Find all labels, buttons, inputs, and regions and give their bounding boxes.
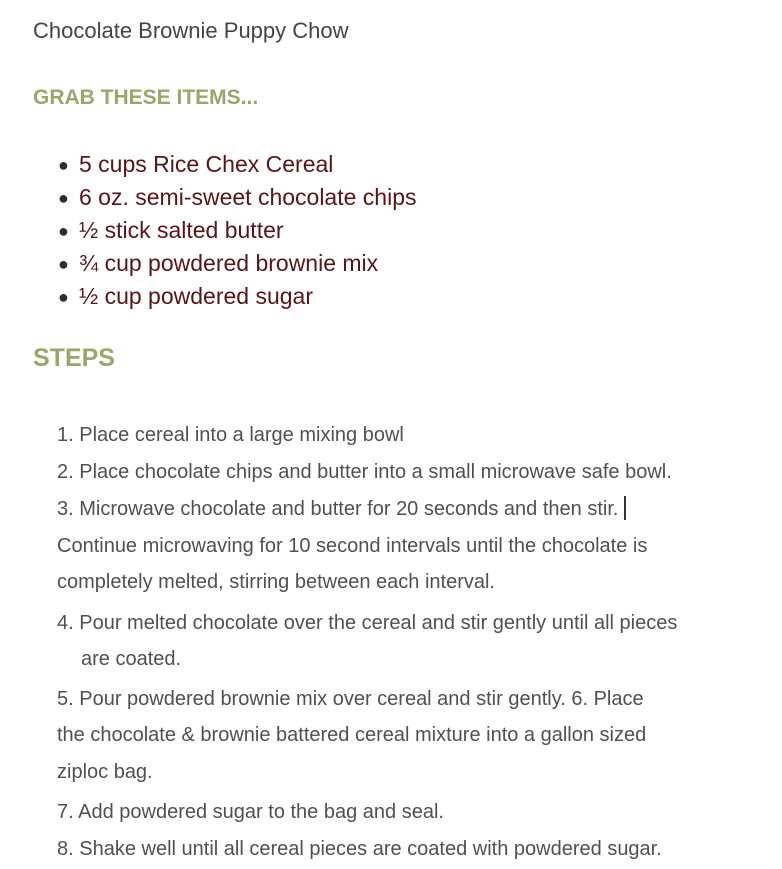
ingredient-text: ¾ cup powdered brownie mix [79,250,379,276]
ingredient-text: 6 oz. semi-sweet chocolate chips [79,184,417,210]
bullet-icon: ● [58,287,69,307]
ingredients-list [58,148,417,313]
ingredient-text: 5 cups Rice Chex Cereal [79,151,334,177]
step-5-line-2: the chocolate & brownie battered cereal mixture into a gallon sized [57,724,647,746]
step-3-line-2: Continue microwaving for 10 second intervals until the chocolate is [57,535,648,557]
bullet-icon: ● [58,221,69,241]
recipe-title: Chocolate Brownie Puppy Chow [33,18,349,43]
bullet-icon: ● [58,188,69,208]
text-cursor [624,496,626,520]
bullet-icon: ● [58,155,69,175]
ingredient-item [58,181,417,214]
ingredient-text: ½ stick salted butter [79,217,284,243]
ingredient-item [58,247,417,280]
ingredient-text: ½ cup powdered sugar [79,283,313,309]
ingredient-item [58,214,417,247]
step-3-line-3: completely melted, stirring between each interval. [57,571,495,593]
step-7: 7. Add powdered sugar to the bag and seal. [57,801,444,823]
step-3-line-1 [57,495,626,523]
step-1: 1. Place cereal into a large mixing bowl [57,424,404,446]
steps-heading: STEPS [33,344,115,372]
step-4-line-1: 4. Pour melted chocolate over the cereal and stir gently until all pieces [57,612,678,634]
ingredient-item [58,280,417,313]
step-8: 8. Shake well until all cereal pieces are coated with powdered sugar. [57,838,662,860]
bullet-icon: ● [58,254,69,274]
step-5-line-1: 5. Pour powdered brownie mix over cereal and stir gently. 6. Place [57,688,644,710]
ingredients-heading: GRAB THESE ITEMS... [33,86,259,109]
ingredient-item [58,148,417,181]
step-3-text: 3. Microwave chocolate and butter for 20 seconds and then stir. [57,498,619,520]
step-5-line-3: ziploc bag. [57,761,153,783]
step-4-line-2: are coated. [81,648,182,670]
step-2: 2. Place chocolate chips and butter into a small microwave safe bowl. [57,461,672,483]
